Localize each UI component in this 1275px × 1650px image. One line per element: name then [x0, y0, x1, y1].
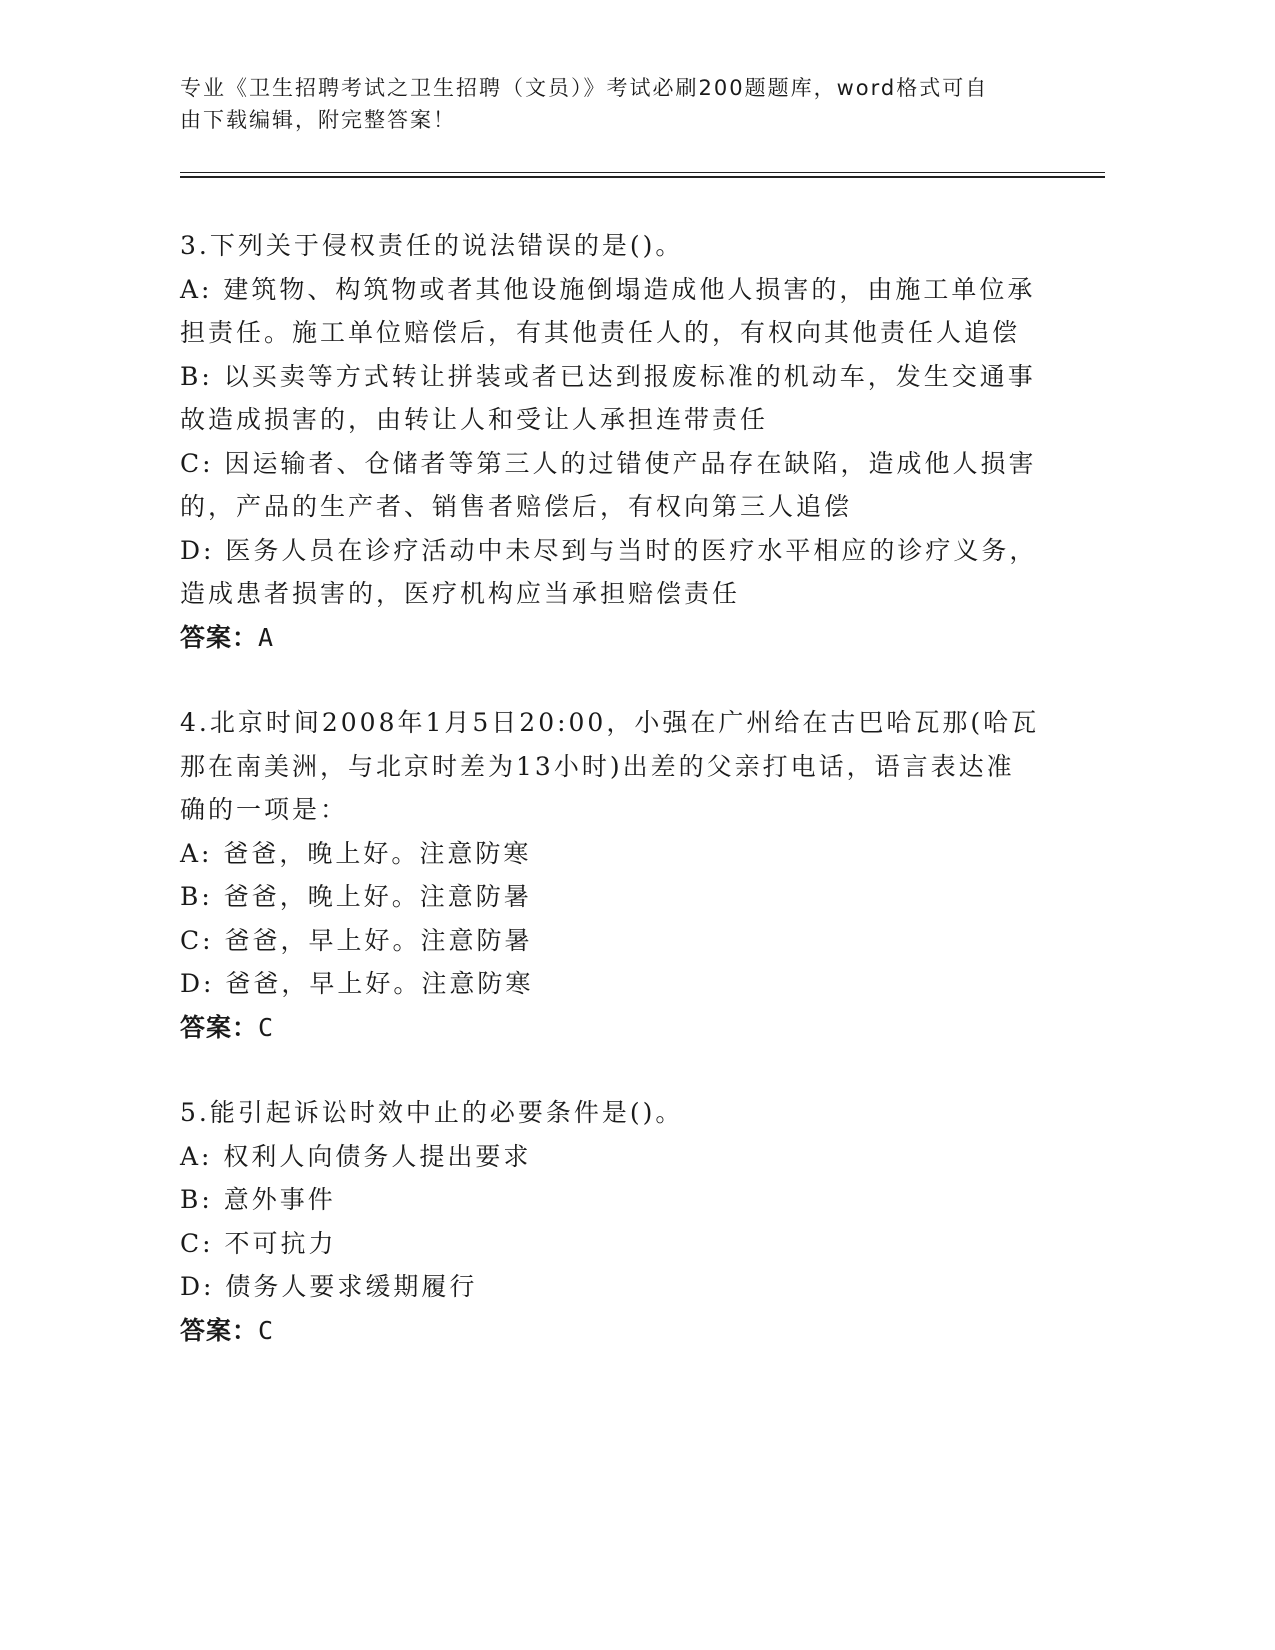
option-d-line-1: D: 医务人员在诊疗活动中未尽到与当时的医疗水平相应的诊疗义务， [180, 535, 1038, 565]
header-divider-thin [180, 172, 1105, 173]
option-c: C: 不可抗力 [180, 1228, 337, 1258]
option-a: A: 爸爸，晚上好。注意防寒 [180, 838, 532, 868]
header-line-2: 由下载编辑，附完整答案！ [180, 108, 456, 132]
question-4 [180, 701, 1060, 1049]
option-b-line-1: B: 以买卖等方式转让拼装或者已达到报废标准的机动车，发生交通事 [180, 361, 1036, 391]
question-3 [180, 224, 1060, 659]
option-b: B: 意外事件 [180, 1185, 336, 1214]
option-b: B: 爸爸，晚上好。注意防暑 [180, 882, 532, 911]
option-d: D: 爸爸，早上好。注意防寒 [180, 969, 534, 998]
answer-label: 答案： [180, 1315, 259, 1345]
option-c-line-1: C: 因运输者、仓储者等第三人的过错使产品存在缺陷，造成他人损害 [180, 448, 1037, 478]
question-stem-line-2: 那在南美洲，与北京时差为13小时)出差的父亲打电话，语言表达准 [180, 751, 1015, 781]
question-stem-line-3: 确的一项是： [180, 795, 349, 824]
answer-line [180, 1006, 1060, 1050]
answer-value: A [258, 622, 275, 652]
header-line-1: 专业《卫生招聘考试之卫生招聘（文员）》考试必刷200题题库，word格式可自 [180, 76, 989, 100]
question-stem: 5.能引起诉讼时效中止的必要条件是()。 [180, 1098, 684, 1127]
option-c: C: 爸爸，早上好。注意防暑 [180, 925, 533, 955]
option-a-line-2: 担责任。施工单位赔偿后，有其他责任人的，有权向其他责任人追偿 [180, 318, 1021, 347]
answer-label: 答案： [180, 1012, 259, 1042]
answer-value: C [258, 1012, 275, 1042]
question-5 [180, 1091, 1060, 1352]
option-a: A: 权利人向债务人提出要求 [180, 1141, 532, 1171]
option-b-line-2: 故造成损害的，由转让人和受让人承担连带责任 [180, 405, 769, 434]
header-divider-thick [180, 176, 1105, 178]
option-c-line-2: 的，产品的生产者、销售者赔偿后，有权向第三人追偿 [180, 492, 853, 521]
document-header [180, 72, 1040, 136]
option-d-line-2: 造成患者损害的，医疗机构应当承担赔偿责任 [180, 579, 741, 608]
answer-line [180, 1309, 1060, 1353]
option-d: D: 债务人要求缓期履行 [180, 1272, 478, 1301]
question-stem: 3.下列关于侵权责任的说法错误的是()。 [180, 231, 684, 260]
answer-value: C [258, 1315, 275, 1345]
answer-label: 答案： [180, 622, 259, 652]
question-stem-line-1: 4.北京时间2008年1月5日20:00，小强在广州给在古巴哈瓦那(哈瓦 [180, 708, 1040, 737]
question-list [180, 224, 1060, 1394]
option-a-line-1: A: 建筑物、构筑物或者其他设施倒塌造成他人损害的，由施工单位承 [180, 274, 1036, 304]
answer-line [180, 616, 1060, 660]
